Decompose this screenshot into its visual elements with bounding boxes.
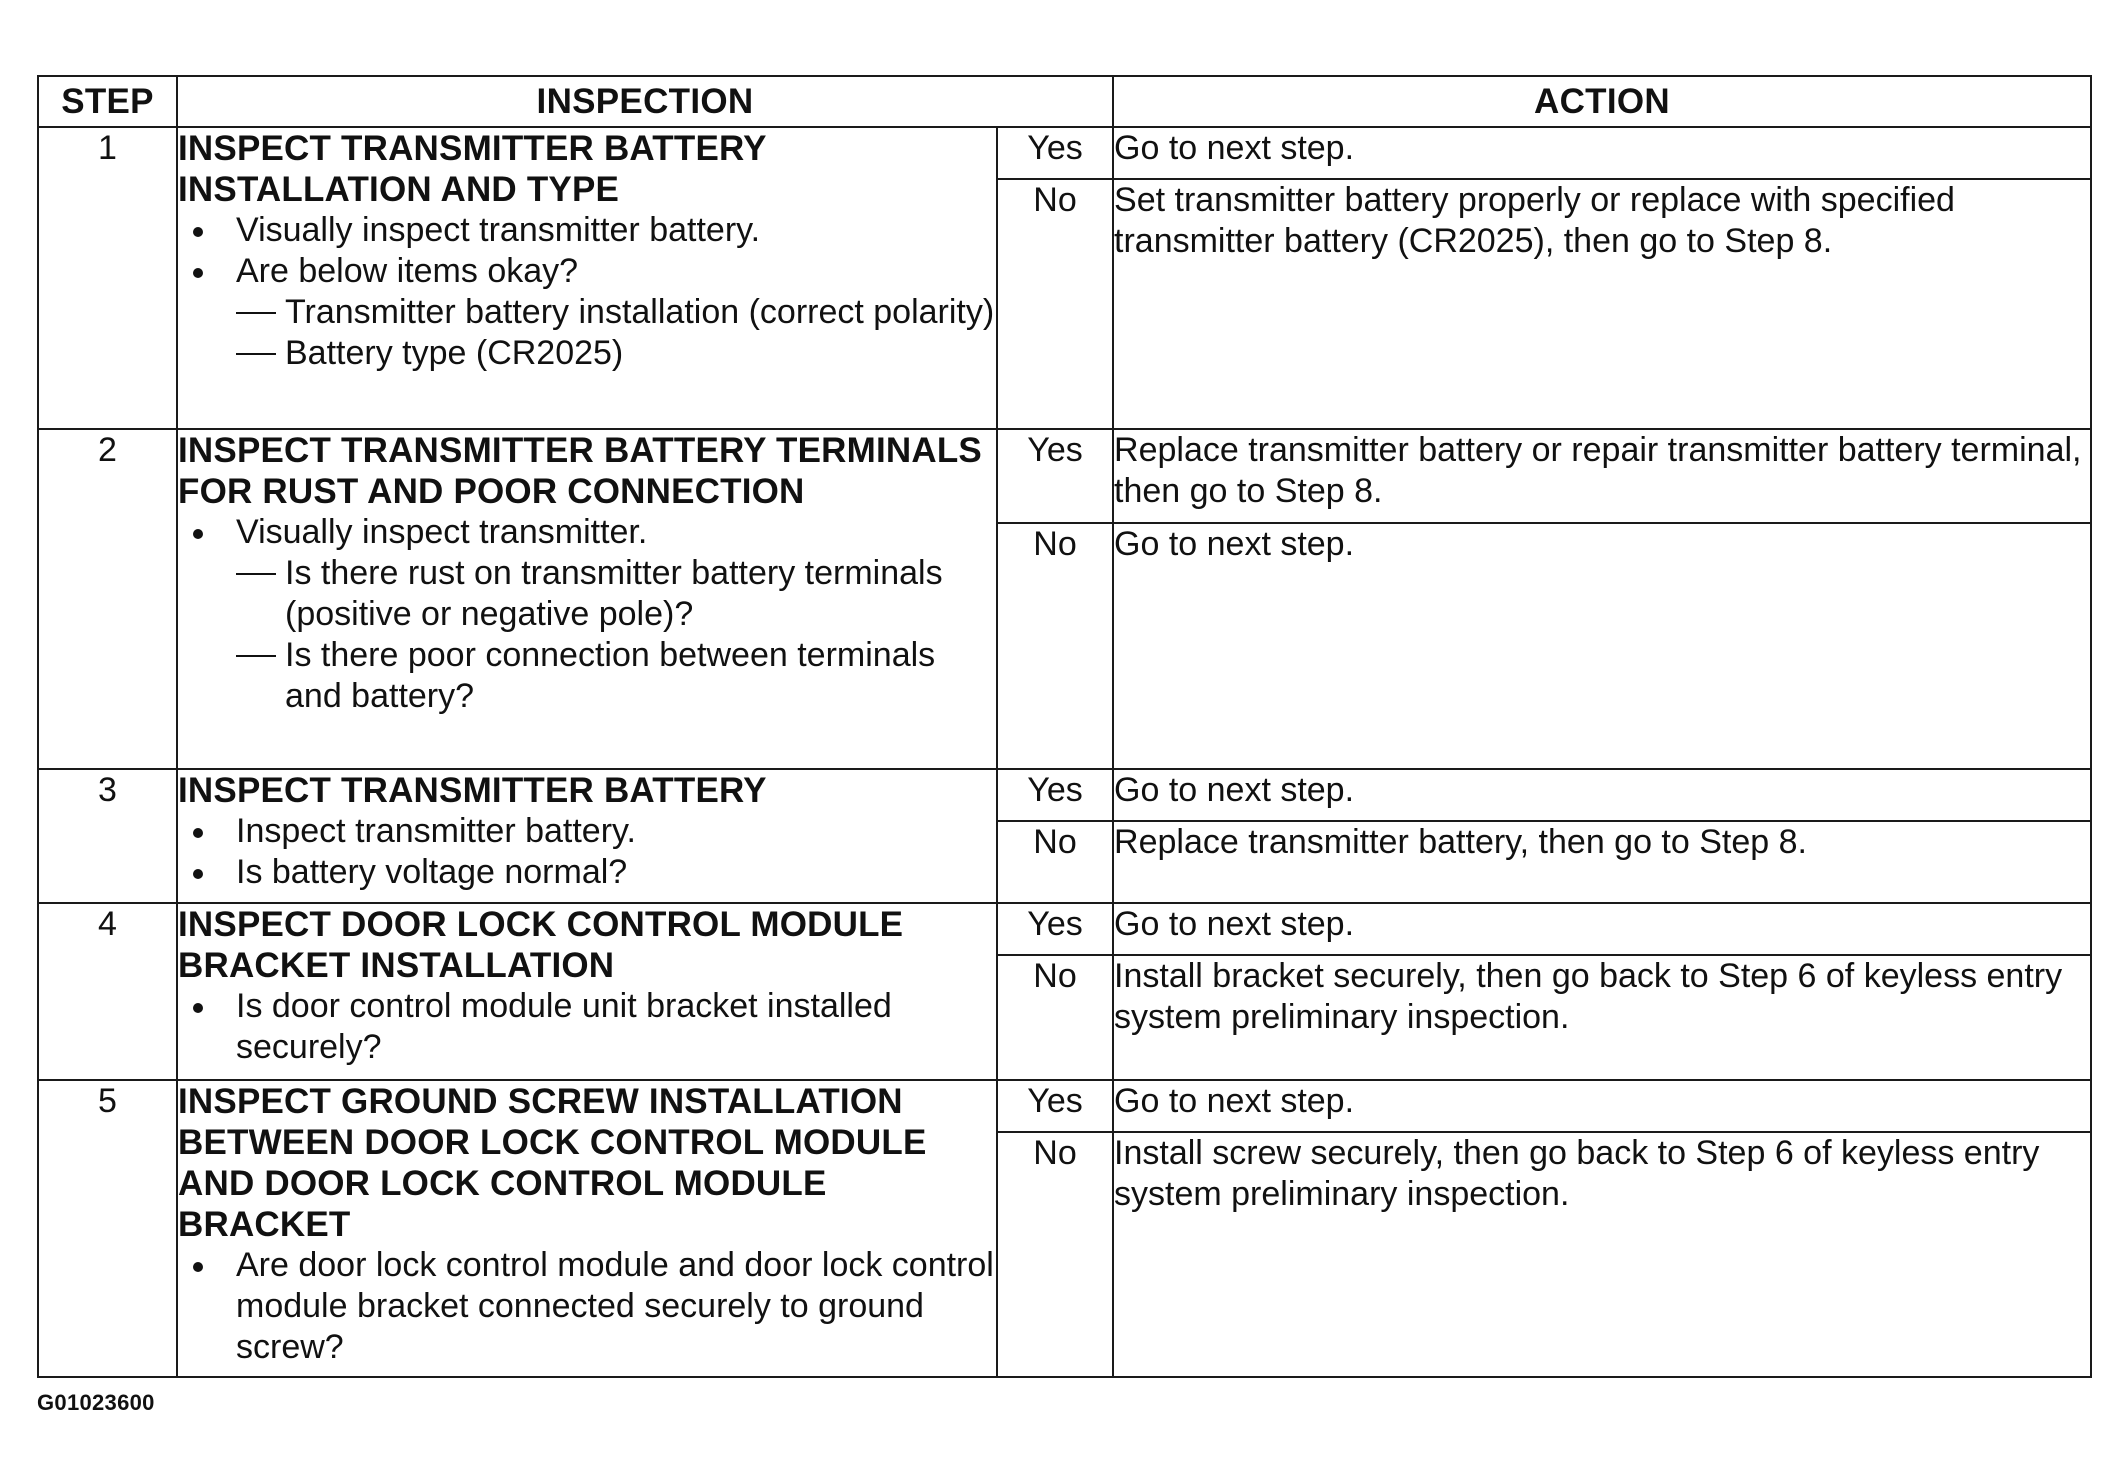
- step-number: 5: [38, 1080, 177, 1377]
- no-action: Install screw securely, then go back to Step 6 of keyless entry system preliminary inspection.: [1113, 1132, 2091, 1377]
- header-row: [38, 76, 2091, 127]
- yes-action: Go to next step.: [1113, 903, 2091, 955]
- inspection-cell: [177, 429, 997, 769]
- step-number: 4: [38, 903, 177, 1080]
- bullet-item: Visually inspect transmitter.: [178, 512, 996, 553]
- yes-label: Yes: [997, 127, 1113, 179]
- bullet-item: Is battery voltage normal?: [178, 852, 996, 893]
- bullet-item: Are below items okay?: [178, 251, 996, 292]
- step-row-yes: [38, 429, 2091, 523]
- inspection-cell: [177, 769, 997, 903]
- inspection-title: INSPECT DOOR LOCK CONTROL MODULE BRACKET INSTALLATION: [178, 905, 904, 985]
- bullet-item: Are door lock control module and door lock control module bracket connected securely to ground screw?: [178, 1245, 996, 1368]
- no-label: No: [997, 821, 1113, 903]
- step-number: 2: [38, 429, 177, 769]
- inspection-title: INSPECT GROUND SCREW INSTALLATION BETWEEN DOOR LOCK CONTROL MODULE AND DOOR LOCK CONTROL MODULE BRACKET: [178, 1082, 927, 1244]
- step-header: STEP: [38, 76, 177, 127]
- dash-item: Is there poor connection between terminals and battery?: [178, 635, 996, 717]
- step-row-yes: [38, 903, 2091, 955]
- inspection-title: INSPECT TRANSMITTER BATTERY: [178, 771, 767, 810]
- dash-item: Transmitter battery installation (correct polarity): [178, 292, 996, 333]
- bullet-item: Visually inspect transmitter battery.: [178, 210, 996, 251]
- inspection-header: INSPECTION: [177, 76, 1113, 127]
- no-action: Install bracket securely, then go back to Step 6 of keyless entry system preliminary inspection.: [1113, 955, 2091, 1080]
- no-label: No: [997, 523, 1113, 769]
- yes-label: Yes: [997, 903, 1113, 955]
- inspection-title: INSPECT TRANSMITTER BATTERY TERMINALS FOR RUST AND POOR CONNECTION: [178, 431, 982, 511]
- bullet-item: Is door control module unit bracket installed securely?: [178, 986, 996, 1068]
- inspection-cell: [177, 127, 997, 429]
- no-action: Go to next step.: [1113, 523, 2091, 769]
- no-label: No: [997, 1132, 1113, 1377]
- inspection-cell: [177, 903, 997, 1080]
- yes-action: Go to next step.: [1113, 127, 2091, 179]
- step-number: 3: [38, 769, 177, 903]
- table-body: [38, 127, 2091, 1377]
- inspection-cell: [177, 1080, 997, 1377]
- yes-label: Yes: [997, 429, 1113, 523]
- no-action: Replace transmitter battery, then go to Step 8.: [1113, 821, 2091, 903]
- no-label: No: [997, 179, 1113, 429]
- bullet-item: Inspect transmitter battery.: [178, 811, 996, 852]
- step-number: 1: [38, 127, 177, 429]
- figure-id: G01023600: [37, 1390, 155, 1415]
- yes-label: Yes: [997, 769, 1113, 821]
- action-header: ACTION: [1113, 76, 2091, 127]
- yes-action: Go to next step.: [1113, 769, 2091, 821]
- step-row-yes: [38, 1080, 2091, 1132]
- step-row-yes: [38, 127, 2091, 179]
- yes-action: Replace transmitter battery or repair transmitter battery terminal, then go to Step 8.: [1113, 429, 2091, 523]
- dash-item: Battery type (CR2025): [178, 333, 996, 374]
- inspection-table: [37, 75, 2092, 1378]
- no-label: No: [997, 955, 1113, 1080]
- inspection-title: INSPECT TRANSMITTER BATTERY INSTALLATION AND TYPE: [178, 129, 767, 209]
- yes-label: Yes: [997, 1080, 1113, 1132]
- step-row-yes: [38, 769, 2091, 821]
- yes-action: Go to next step.: [1113, 1080, 2091, 1132]
- dash-item: Is there rust on transmitter battery terminals (positive or negative pole)?: [178, 553, 996, 635]
- no-action: Set transmitter battery properly or replace with specified transmitter battery (CR2025), then go to Step 8.: [1113, 179, 2091, 429]
